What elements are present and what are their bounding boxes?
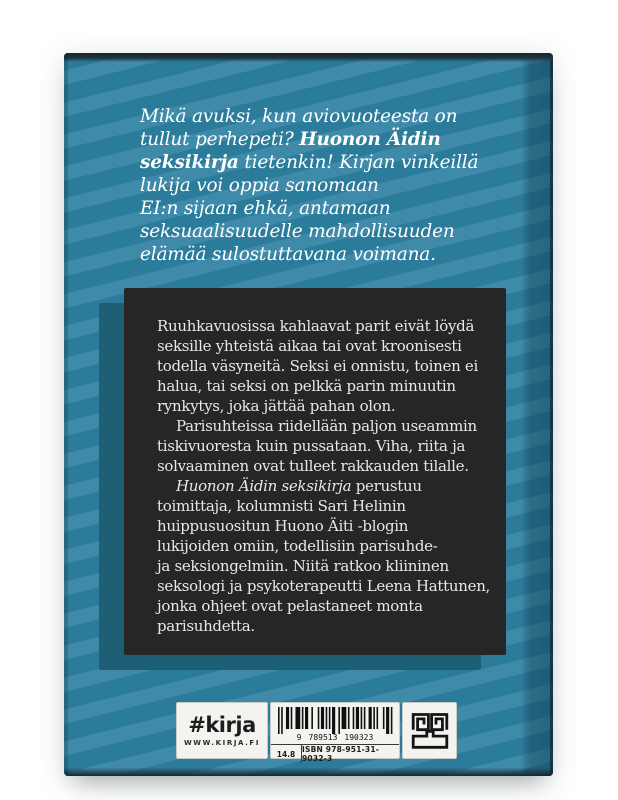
back-blurb-top — [140, 105, 540, 266]
kirja-publisher-box — [176, 702, 268, 759]
barcode-icon — [278, 707, 392, 734]
blurb-box-line: parisuhdetta. — [157, 617, 255, 635]
blurb-top-line: seksikirja tietenkin! Kirjan vinkeillä — [140, 152, 479, 173]
kirja-logo: #kirja — [188, 713, 256, 737]
blurb-top-line: Mikä avuksi, kun aviovuoteesta on — [140, 106, 458, 127]
blurb-box-line: halua, tai seksi on pelkkä parin minuutin — [157, 377, 456, 395]
barcode-box — [270, 702, 400, 763]
barcode-digit-group: 789513 — [308, 733, 338, 742]
cover-right-fold-shading — [521, 53, 553, 776]
blurb-box-line: toimittaja, kolumnisti Sari Helinin — [157, 497, 406, 515]
blurb-box-line: jonka ohjeet ovat pelastaneet monta — [157, 597, 423, 615]
blurb-box-line: solvaaminen ovat tulleet rakkauden tilalle. — [157, 457, 469, 475]
cover-right-edge — [550, 53, 553, 776]
cover-left-edge — [64, 53, 68, 776]
cover-bottom-edge — [64, 768, 553, 776]
blurb-top-line: seksuaalisuudelle mahdollisuuden — [140, 221, 455, 242]
blurb-box-line: Huonon Äidin seksikirja perustuu — [176, 477, 422, 495]
isbn-value: ISBN 978-951-31-9032-3 — [302, 745, 380, 763]
tammi-logo-box — [402, 702, 457, 759]
barcode-digit-group: 190323 — [344, 733, 374, 742]
bottom-label-strip — [176, 702, 457, 763]
price-isbn-row — [271, 744, 399, 763]
blurb-box-line: ja seksiongelmiin. Niitä ratkoo kliininen — [157, 557, 449, 575]
barcode-digits — [271, 734, 399, 742]
blurb-top-line: EI:n sijaan ehkä, antamaan — [140, 198, 391, 219]
blurb-box-line: seksille yhteistä aikaa tai ovat kroonisesti — [157, 337, 462, 355]
blurb-box-line: rynkytys, joka jättää pahan olon. — [157, 397, 396, 415]
blurb-box-line: seksologi ja psykoterapeutti Leena Hattunen, — [157, 577, 491, 595]
back-blurb-box — [124, 288, 506, 655]
blurb-box-line: todella väsyneitä. Seksi ei onnistu, toinen ei — [157, 357, 478, 375]
barcode-digit-group: 9 — [296, 733, 302, 742]
blurb-box-line: huippusuositun Huono Äiti -blogin — [157, 517, 409, 535]
blurb-top-line: lukija voi oppia sanomaan — [140, 175, 379, 196]
blurb-box-line: tiskivuoresta kuin pussataan. Viha, riita ja — [157, 437, 466, 455]
blurb-top-line: tullut perhepeti? Huonon Äidin — [140, 129, 441, 150]
blurb-top-line: elämää sulostuttavana voimana. — [140, 244, 436, 265]
cover-top-edge — [64, 53, 553, 62]
blurb-box-line: Parisuhteissa riidellään paljon useammin — [176, 417, 477, 435]
blurb-box-line: lukijoiden omiin, todellisiin parisuhde- — [157, 537, 438, 555]
book-back-cover — [64, 53, 553, 776]
kirja-url: WWW.KIRJA.FI — [183, 739, 261, 747]
price-value: 14.8 — [271, 745, 302, 763]
tammi-maze-logo-icon — [410, 712, 450, 749]
blurb-box-line: Ruuhkavuosissa kahlaavat parit eivät löydä — [157, 317, 475, 335]
